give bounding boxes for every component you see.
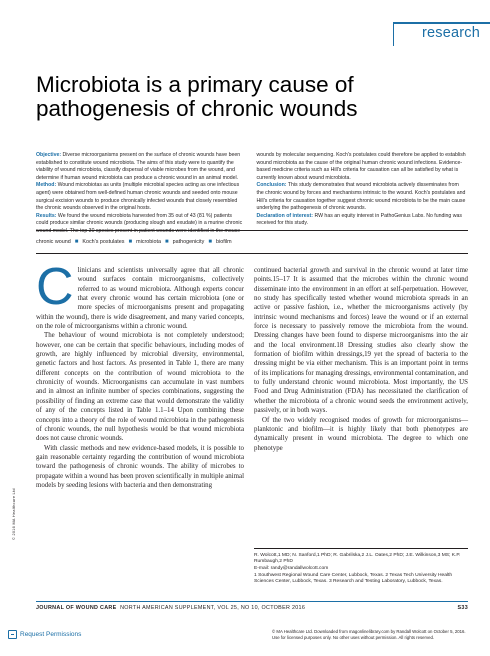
- abstract-declaration: Declaration of interest: RW has an equity interest in PathoGenius Labs. No funding was received for this study.: [256, 212, 462, 227]
- abstract-divider: [36, 230, 468, 231]
- download-notice: [272, 629, 472, 641]
- abstract-results: Results: We found the wound microbiota harvested from 35 out of 43 (81 %) patients could produce similar chronic wounds (producing slough and exudate) in a murine chronic wound model. The top 30 species present in patient wounds were identified in the mouse wounds by molecular sequencing. Koch's postulates could therefore be applied to establish wound microbiota as the cause of the original human chronic wound infections. Evidence-based medicine criteria such as Hill's criteria for causation can all be satisfied by what is currently known about wound microbiota.: [36, 152, 466, 234]
- keywords-row: [36, 239, 468, 245]
- body-paragraph: continued bacterial growth and survival in the chronic wound at later time points.15–17 It is assumed that the microbes within the chronic wound disseminate into the environment in an effort at self-perpetuation. However, no study has specifically tested whether wound microbiota spreads in an active or passive fashion, i.e., whether the microorganisms actively (by intrinsic wound mechanisms and forces) leave the wound or if an external force is necessary to passively remove the microbiota from the wound. Dressing changes have been found to disperse microorganisms into the air and the local environment.18 Dressing studies also clearly show the formation of biofilm within dressings,19 yet the spread of bacteria to the dressing might be via either mechanism. This is an important point in terms of its implications for managing dressings, environmental contamination, and to fully understand chronic wound microbiota. Most importantly, the US Food and Drug Administration (FDA) has necessitated the clarification of whether the microbiota of a chronic wound seeds the environment actively, passively, or in both ways.: [254, 267, 468, 415]
- body-paragraph: Of the two widely recognised modes of growth for microorganisms—planktonic and biofilm—it is highly likely that both phenotypes are dynamically present in wound microbiota. The degree to which one phenotype: [254, 416, 468, 452]
- abstract-objective: Objective: Diverse microorganisms present on the surface of chronic wounds have been established to constitute wound microbiota. The aims of this study were to quantify the viability of wound microbiota, classify dispersal of viable microbes from the wound, and determine if human wound microbiota can produce a chronic wound in an animal model.: [36, 152, 241, 181]
- bullet-icon: ■: [164, 239, 169, 245]
- abstract: [36, 152, 466, 236]
- download-line: Use for licensed purposes only. No other uses without permission. All rights reserved.: [272, 635, 435, 640]
- keyword: chronic wound: [36, 239, 71, 245]
- section-label: research: [421, 25, 480, 41]
- author-list: R. Wolcott,1 MD; N. Sanford,1 PhD; R. Gabrilska,2 J.L. Oates,2 PhD; J.E. Wilkinson,3 MS; K.P. Rumbaugh,2 PhD: [254, 553, 461, 565]
- request-permissions-button[interactable]: [8, 630, 81, 639]
- download-line: © MA Healthcare Ltd. Downloaded from magonlinelibrary.com by Randall Wolcott on October 5, 2016.: [272, 629, 466, 634]
- keywords-divider: [36, 253, 468, 254]
- body-paragraph: The behaviour of wound microbiota is not completely understood; however, one can be certain that specific behaviours, including modes of growth, are highly influenced by microbial diversity, environmental, genetic factors and host factors. As presented in Table 1, there are many different concepts on the contribution of wound microbiota to the chronicity of wounds. Microorganisms can accumulate in vast numbers and in almost an infinite number of species combinations, suggesting the possibility of finding an extreme case that would demonstrate the validity of any of the concepts listed in Table 1.1–14 Upon combining these concepts into a theory of the role of wound microbiota in the pathogenesis of chronic wounds, the null hypothesis would be that wound microbiota does not cause chronic wounds.: [36, 332, 244, 443]
- request-permissions-label: Request Permissions: [20, 631, 82, 638]
- body-paragraph: Clinicians and scientists universally agree that all chronic wound surfaces contain microorganisms, collectively referred to as wound microbiota. Although experts concur that every chronic wound has certain microbiota (one or more species of microorganisms present and propagating within the wound), there is wide disagreement, and many varied concepts, on the role of microorganisms within a chronic wound.: [36, 258, 244, 331]
- abstract-method: Method: Wound microbiotas as units (multiple microbial species acting as one infectious agent) were obtained from well-defined human chronic wounds and seeded onto mouse surgical excision wounds to produce chronically infected wounds that closely resembled the chronic wounds observed in the original hosts.: [36, 182, 240, 212]
- article-title: Microbiota is a primary cause of pathogenesis of chronic wounds: [36, 72, 358, 121]
- affiliation-list: 1 Southwest Regional Wound Care Center, Lubbock, Texas. 2 Texas Tech University Health Sciences Center, Lubbock, Texas. 3 Research and Testing Laboratory, Lubbock, Texas.: [254, 572, 453, 585]
- footer-left: [36, 605, 305, 611]
- bullet-icon: ■: [208, 239, 213, 245]
- author-email: E-mail: randy@randallwolcott.com: [254, 566, 329, 572]
- author-affiliations: [254, 548, 468, 586]
- bullet-icon: ■: [128, 239, 133, 245]
- body-column-right: [254, 266, 468, 453]
- section-tag: [393, 22, 490, 46]
- bullet-icon: ■: [74, 239, 79, 245]
- keyword: pathogenicity: [172, 239, 205, 245]
- body-paragraph: With classic methods and new evidence-based models, it is possible to gain reasonable certainty regarding the contribution of wound microbiota toward the pathogenesis of chronic wounds. The ability of microbes to propagate within a wound has been proven scientifically in multiple animal models by seeding lesions with bacteria and then demonstrating: [36, 444, 244, 489]
- side-copyright: © 2016 MA Healthcare Ltd: [12, 488, 16, 540]
- page-footer: [36, 601, 468, 611]
- keyword: microbiota: [136, 239, 161, 245]
- issue-info: NORTH AMERICAN SUPPLEMENT, VOL 25, NO 10, OCTOBER 2016: [120, 605, 306, 611]
- permissions-icon: [8, 630, 17, 639]
- keyword: biofilm: [216, 239, 232, 245]
- journal-name: JOURNAL OF WOUND CARE: [36, 605, 117, 611]
- abstract-conclusion: Conclusion: This study demonstrates that wound microbiota actively disseminates from the chronic wound by forces and mechanisms intrinsic to the wound. Koch's postulates and Hill's criteria for causation together suggest chronic wound microbiota to be the main cause underlying the pathogenesis of chronic wounds.: [256, 182, 466, 212]
- page-number: S33: [457, 605, 468, 611]
- drop-cap: C: [36, 258, 74, 316]
- keyword: Koch's postulates: [82, 239, 125, 245]
- body-column-left: [36, 258, 244, 490]
